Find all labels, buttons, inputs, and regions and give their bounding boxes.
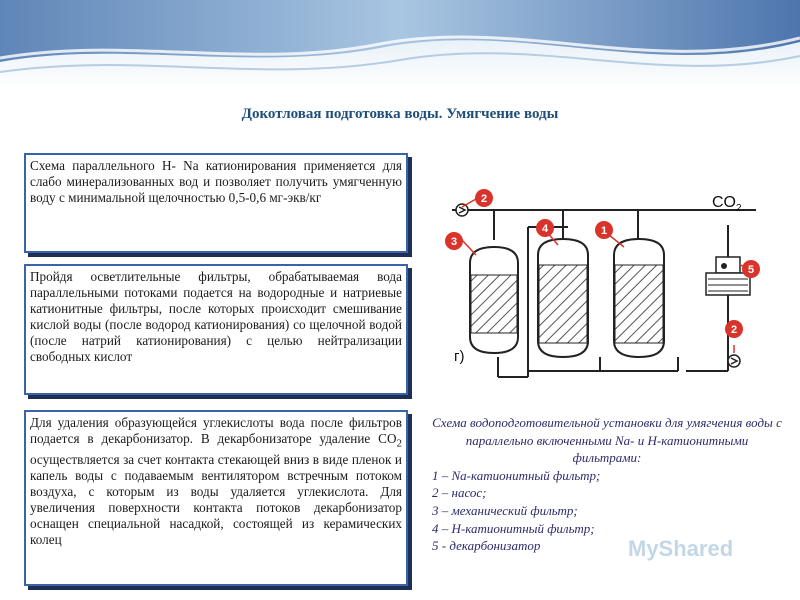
inlet-arrow-icon (456, 204, 468, 216)
water-treatment-diagram (428, 165, 784, 405)
diagram-caption (432, 414, 782, 555)
co2-subscript: 2 (396, 437, 402, 450)
decarbonizer-text-part2: осуществляется за счет контакта стекающей вниз в виде пленок и капель воды с подаваемым вентилятором встречным потоком воздуха, с которым из воды удаляется углекислота. Для увеличения поверхности контакта потоков декарбонизатор оснащен специальной насадкой, состоящей из керамических колец (30, 451, 402, 547)
caption-item-3: 3 – механический фильтр; (432, 502, 578, 518)
svg-text:3: 3 (450, 236, 458, 248)
caption-item-1: 1 – Na-катионитный фильтр; (432, 467, 601, 483)
marker-mechanical-filter (445, 232, 476, 255)
watermark-text: MyShared (628, 536, 734, 561)
decarbonizer-text-part1: Для удаления образующейся углекислоты вода после фильтров подается в декарбонизатор. В декарбонизаторе удаление СО (30, 415, 402, 446)
svg-text:5: 5 (747, 264, 755, 276)
scheme-label: г) (454, 348, 465, 365)
text-box-scheme-intro: Схема параллельного Н- Na катионирования применяется для слабо минерализованных вод и позволяет получить умягченную воду с минимальной щелочностью 0,5-0,6 мг-экв/кг (24, 153, 408, 253)
marker-pump-top (462, 189, 493, 207)
slide-title: Докотловая подготовка воды. Умягчение воды (241, 106, 559, 122)
header-wave-banner (0, 0, 800, 90)
caption-item-5: 5 - декарбонизатор (432, 538, 541, 554)
na-cation-filter-vessel (614, 239, 664, 357)
caption-item-2: 2 – насос; (432, 485, 487, 501)
marker-na-cation-filter (595, 221, 624, 247)
svg-text:4: 4 (541, 223, 549, 235)
co2-label: $CO_2$ (712, 194, 742, 214)
text-box-decarbonizer (24, 410, 408, 586)
caption-item-4: 4 – Н-катионитный фильтр; (432, 520, 595, 536)
svg-text:2: 2 (730, 324, 738, 336)
decarbonizer-unit (706, 257, 750, 295)
text-box-process-description: Пройдя осветлительные фильтры, обрабатываемая вода параллельными потоками подается на водородные и натриевые катионитные фильтры, после которых происходит смешивание кислой воды (после водород катионирования) со щелочной водой (после натрий катионирования) с целью нейтрализации свободных кислот (24, 264, 408, 395)
svg-text:1: 1 (600, 225, 608, 237)
caption-heading: Схема водоподготовительной установки для умягчения воды с параллельно включенными Na- и Н-катионитными фильтрами: (432, 415, 782, 466)
outlet-arrow-icon (728, 355, 740, 367)
mechanical-filter-vessel (470, 247, 518, 353)
svg-text:2: 2 (480, 193, 488, 205)
h-cation-filter-vessel (538, 239, 588, 357)
